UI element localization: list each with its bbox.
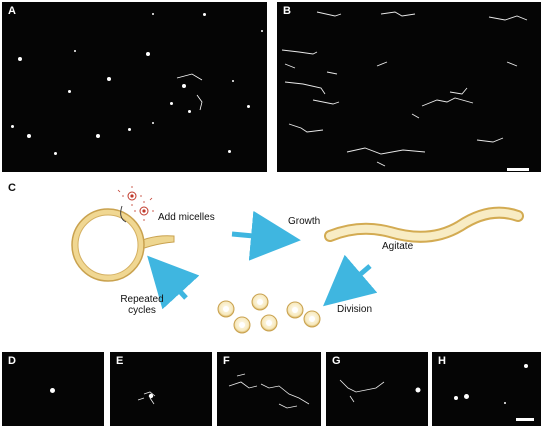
panel-label-g: G xyxy=(332,355,341,367)
micrograph-panel-f xyxy=(217,352,321,426)
filament-traces-e xyxy=(110,352,212,426)
panel-label-b: B xyxy=(283,5,291,17)
scale-bar-b xyxy=(507,168,529,171)
vesicle-dot-d xyxy=(50,388,55,393)
label-growth: Growth xyxy=(288,216,321,227)
panel-label-f: F xyxy=(223,355,230,367)
panel-label-e: E xyxy=(116,355,124,367)
filament-traces-b xyxy=(277,2,541,172)
vesicle-cycle-diagram xyxy=(0,176,543,344)
panel-label-d: D xyxy=(8,355,16,367)
cycle-arrows xyxy=(164,234,370,298)
micrograph-panel-d xyxy=(2,352,104,426)
filament-traces-f xyxy=(217,352,321,426)
label-add-micelles: Add micelles xyxy=(158,212,215,223)
label-repeated-cycles xyxy=(112,294,172,316)
micrograph-panel-a xyxy=(2,2,267,172)
diagram-graphics xyxy=(0,176,543,344)
filament-traces-a xyxy=(2,2,267,172)
micrograph-panel-e xyxy=(110,352,212,426)
label-repeated-line1: Repeated xyxy=(120,294,164,305)
panel-label-h: H xyxy=(438,355,446,367)
label-division: Division xyxy=(337,304,373,315)
micrograph-panel-h xyxy=(432,352,541,426)
panel-label-c: C xyxy=(8,182,16,194)
filament-traces-g xyxy=(326,352,428,426)
label-agitate: Agitate xyxy=(382,241,414,252)
micrograph-panel-g xyxy=(326,352,428,426)
micrograph-panel-b xyxy=(277,2,541,172)
scale-bar-h xyxy=(516,418,534,421)
panel-label-a: A xyxy=(8,5,16,17)
label-repeated-line2: cycles xyxy=(128,305,156,316)
daughter-vesicles xyxy=(218,294,320,333)
elongated-filament xyxy=(330,213,518,237)
